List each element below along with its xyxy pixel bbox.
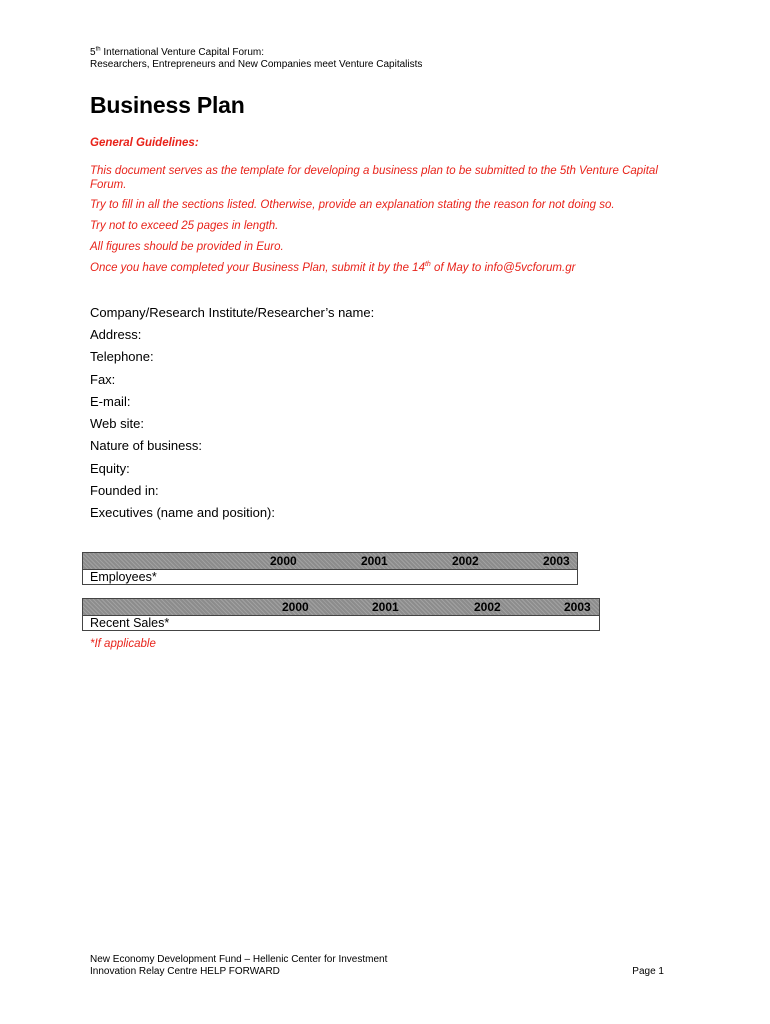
if-applicable-note: *If applicable: [90, 638, 156, 650]
nature-of-business-label: Nature of business:: [90, 438, 203, 453]
guideline-paragraph-2: Try to fill in all the sections listed. Otherwise, provide an explanation stating the reason for not doing so.: [90, 199, 615, 211]
website-label: Web site:: [90, 416, 144, 431]
guideline-paragraph-4: All figures should be provided in Euro.: [90, 241, 284, 253]
page-number: Page 1: [632, 966, 664, 977]
header-line-1: 5th International Venture Capital Forum:: [90, 46, 265, 58]
executives-label: Executives (name and position):: [90, 505, 275, 520]
guidelines-heading: General Guidelines:: [90, 137, 199, 149]
header-line-2: Researchers, Entrepreneurs and New Companies meet Venture Capitalists: [90, 59, 423, 70]
employees-row-label: Employees*: [90, 570, 157, 584]
employees-table-header: [83, 553, 577, 570]
sales-year-2002: 2002: [474, 600, 501, 614]
employees-year-2003: 2003: [543, 554, 570, 568]
employees-row: [83, 570, 577, 584]
recent-sales-table: [82, 598, 600, 631]
sales-year-2000: 2000: [282, 600, 309, 614]
address-label: Address:: [90, 327, 142, 342]
employees-year-2002: 2002: [452, 554, 479, 568]
guideline-paragraph-3: Try not to exceed 25 pages in length.: [90, 220, 279, 232]
equity-label: Equity:: [90, 461, 130, 476]
sales-row-label: Recent Sales*: [90, 616, 170, 630]
sales-year-2001: 2001: [372, 600, 399, 614]
footer-line-1: New Economy Development Fund – Hellenic Center for Investment: [90, 954, 388, 965]
employees-year-2001: 2001: [361, 554, 388, 568]
email-label: E-mail:: [90, 394, 131, 409]
document-header: [90, 47, 422, 71]
guideline-paragraph-5: Once you have completed your Business Plan, submit it by the 14th of May to info@5vcforum.gr: [90, 261, 576, 274]
footer-organization: [90, 954, 387, 978]
sales-year-2003: 2003: [564, 600, 591, 614]
sales-table-header: [83, 599, 599, 616]
page-title: Business Plan: [90, 92, 245, 118]
founded-in-label: Founded in:: [90, 483, 159, 498]
guideline-paragraph-1: This document serves as the template for developing a business plan to be submitted to the 5th Venture Capital Forum.: [90, 165, 658, 191]
telephone-label: Telephone:: [90, 349, 154, 364]
footer-line-2: Innovation Relay Centre HELP FORWARD: [90, 966, 280, 977]
company-name-label: Company/Research Institute/Researcher’s name:: [90, 305, 375, 320]
employees-table: [82, 552, 578, 585]
sales-row: [83, 616, 599, 630]
fax-label: Fax:: [90, 372, 116, 387]
employees-year-2000: 2000: [270, 554, 297, 568]
